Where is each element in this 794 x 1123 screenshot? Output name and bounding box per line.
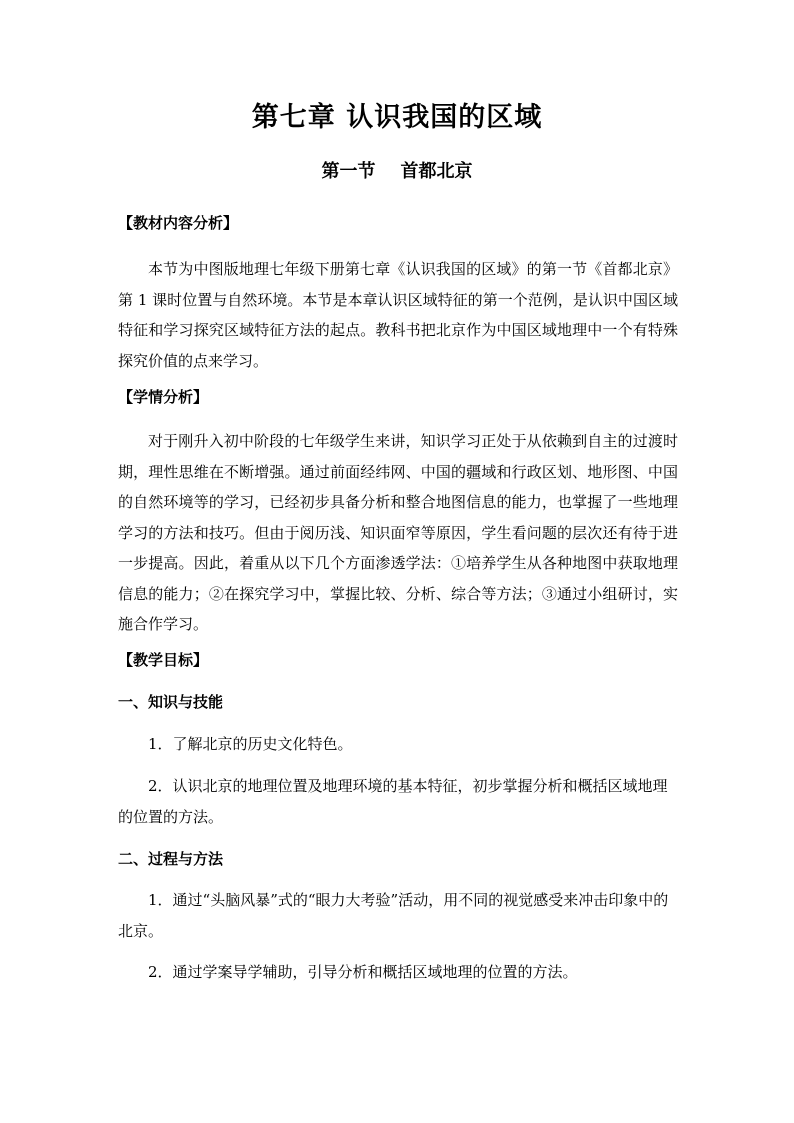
process-methods-heading: 二、过程与方法 (118, 850, 224, 868)
teaching-goals-heading: 【教学目标】 (118, 651, 209, 669)
section-title: 第一节 首都北京 (321, 161, 473, 182)
content-analysis-paragraph: 本节为中图版地理七年级下册第七章《认识我国的区域》的第一节《首都北京》第 1 课时位置与自然环境。本节是本章认识区域特征的第一个范例，是认识中国区域特征和学习探究区域特征方法的起点。教科书把北京作为中国区域地理中一个有特殊探究价值的点来学习。 (118, 260, 678, 370)
process-item-1: 1．通过“头脑风暴”式的“眼力大考验”活动，用不同的视觉感受来冲击印象中的北京。 (118, 891, 669, 940)
chapter-title: 第七章 认识我国的区域 (251, 102, 543, 133)
knowledge-item-2: 2．认识北京的地理位置及地理环境的基本特征，初步掌握分析和概括区域地理的位置的方法。 (118, 777, 668, 826)
student-analysis-paragraph: 对于刚升入初中阶段的七年级学生来讲，知识学习正处于从依赖到自主的过渡时期，理性思维在不断增强。通过前面经纬网、中国的疆域和行政区划、地形图、中国的自然环境等的学习，已经初步具备分析和整合地图信息的能力，也掌握了一些地理学习的方法和技巧。但由于阅历浅、知识面窄等原因，学生看问题的层次还有待于进一步提高。因此，着重从以下几个方面渗透学法：①培养学生从各种地图中获取地理信息的能力；②在探究学习中，掌握比较、分析、综合等方法；③通过小组研讨，实施合作学习。 (118, 432, 678, 633)
student-analysis-heading: 【学情分析】 (118, 388, 209, 406)
content-analysis-heading: 【教材内容分析】 (118, 214, 239, 232)
knowledge-skills-heading: 一、知识与技能 (118, 693, 224, 711)
knowledge-item-1: 1．了解北京的历史文化特色。 (148, 735, 353, 753)
process-item-2: 2．通过学案导学辅助，引导分析和概括区域地理的位置的方法。 (148, 963, 578, 981)
